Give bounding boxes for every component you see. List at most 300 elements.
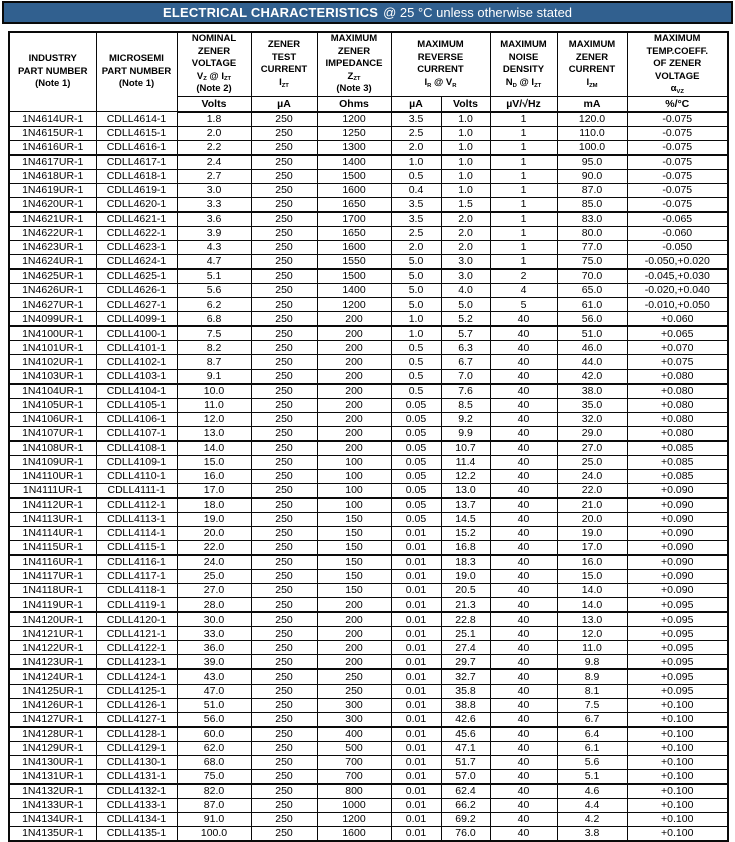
cell-9: +0.100: [627, 741, 728, 755]
cell-3: 250: [251, 784, 317, 799]
cell-4: 1550: [317, 255, 391, 270]
cell-1: CDLL4109-1: [96, 455, 177, 469]
cell-3: 250: [251, 412, 317, 426]
cell-1: CDLL4614-1: [96, 112, 177, 127]
cell-5: 2.5: [391, 126, 441, 140]
cell-5: 5.0: [391, 269, 441, 284]
cell-0: 1N4623UR-1: [9, 241, 96, 255]
cell-6: 6.3: [441, 341, 490, 355]
cell-2: 100.0: [177, 827, 251, 842]
cell-1: CDLL4112-1: [96, 498, 177, 513]
cell-4: 100: [317, 455, 391, 469]
cell-4: 1400: [317, 284, 391, 298]
table-row: [9, 369, 728, 384]
cell-0: 1N4115UR-1: [9, 541, 96, 556]
table-container: [8, 31, 727, 842]
cell-3: 250: [251, 341, 317, 355]
cell-9: +0.100: [627, 784, 728, 799]
cell-5: 2.5: [391, 227, 441, 241]
cell-3: 250: [251, 312, 317, 327]
cell-1: CDLL4615-1: [96, 126, 177, 140]
cell-6: 9.9: [441, 426, 490, 441]
cell-5: 0.05: [391, 469, 441, 483]
cell-6: 19.0: [441, 570, 490, 584]
table-row: [9, 212, 728, 227]
table-row: [9, 498, 728, 513]
cell-4: 200: [317, 384, 391, 399]
cell-0: 1N4128UR-1: [9, 727, 96, 742]
cell-4: 150: [317, 555, 391, 570]
cell-3: 250: [251, 598, 317, 613]
cell-7: 40: [490, 384, 557, 399]
cell-5: 0.4: [391, 183, 441, 197]
cell-7: 40: [490, 512, 557, 526]
cell-2: 3.6: [177, 212, 251, 227]
cell-2: 5.1: [177, 269, 251, 284]
cell-1: CDLL4620-1: [96, 197, 177, 212]
cell-2: 1.8: [177, 112, 251, 127]
cell-4: 200: [317, 312, 391, 327]
cell-0: 1N4110UR-1: [9, 469, 96, 483]
cell-4: 200: [317, 655, 391, 670]
cell-5: 0.01: [391, 527, 441, 541]
cell-6: 4.0: [441, 284, 490, 298]
cell-7: 40: [490, 326, 557, 341]
cell-1: CDLL4120-1: [96, 612, 177, 627]
cell-8: 6.1: [557, 741, 627, 755]
cell-7: 40: [490, 784, 557, 799]
cell-0: 1N4135UR-1: [9, 827, 96, 842]
cell-9: +0.090: [627, 584, 728, 598]
cell-0: 1N4109UR-1: [9, 455, 96, 469]
cell-5: 0.01: [391, 598, 441, 613]
cell-9: -0.050: [627, 241, 728, 255]
cell-1: CDLL4122-1: [96, 641, 177, 655]
cell-9: +0.090: [627, 512, 728, 526]
cell-9: -0.075: [627, 140, 728, 155]
cell-5: 0.01: [391, 584, 441, 598]
table-row: [9, 698, 728, 712]
cell-5: 2.0: [391, 241, 441, 255]
unit-header-3: µA: [251, 96, 317, 112]
cell-9: +0.065: [627, 326, 728, 341]
cell-1: CDLL4125-1: [96, 684, 177, 698]
cell-6: 5.7: [441, 326, 490, 341]
cell-8: 80.0: [557, 227, 627, 241]
table-row: [9, 140, 728, 155]
cell-5: 5.0: [391, 298, 441, 312]
cell-7: 40: [490, 455, 557, 469]
column-header-4: MAXIMUM ZENER IMPEDANCE $Z_{ZT}$ (Note 3): [317, 32, 391, 96]
cell-2: 4.7: [177, 255, 251, 270]
cell-0: 1N4117UR-1: [9, 570, 96, 584]
cell-0: 1N4113UR-1: [9, 512, 96, 526]
cell-9: +0.080: [627, 426, 728, 441]
cell-1: CDLL4118-1: [96, 584, 177, 598]
cell-6: 29.7: [441, 655, 490, 670]
cell-5: 0.01: [391, 555, 441, 570]
cell-1: CDLL4110-1: [96, 469, 177, 483]
cell-2: 43.0: [177, 669, 251, 684]
cell-1: CDLL4107-1: [96, 426, 177, 441]
cell-8: 61.0: [557, 298, 627, 312]
cell-8: 95.0: [557, 155, 627, 170]
cell-7: 40: [490, 641, 557, 655]
cell-8: 75.0: [557, 255, 627, 270]
table-row: [9, 241, 728, 255]
cell-6: 18.3: [441, 555, 490, 570]
cell-9: -0.075: [627, 197, 728, 212]
cell-6: 5.0: [441, 298, 490, 312]
cell-7: 40: [490, 469, 557, 483]
cell-8: 15.0: [557, 570, 627, 584]
cell-2: 12.0: [177, 412, 251, 426]
cell-3: 250: [251, 812, 317, 826]
cell-8: 51.0: [557, 326, 627, 341]
cell-8: 4.6: [557, 784, 627, 799]
unit-header-4: Ohms: [317, 96, 391, 112]
cell-0: 1N4134UR-1: [9, 812, 96, 826]
cell-2: 24.0: [177, 555, 251, 570]
cell-7: 40: [490, 483, 557, 498]
cell-4: 100: [317, 483, 391, 498]
cell-7: 2: [490, 269, 557, 284]
cell-8: 24.0: [557, 469, 627, 483]
cell-4: 100: [317, 498, 391, 513]
cell-7: 1: [490, 183, 557, 197]
cell-8: 16.0: [557, 555, 627, 570]
cell-2: 25.0: [177, 570, 251, 584]
table-row: [9, 584, 728, 598]
table-row: [9, 812, 728, 826]
cell-5: 0.01: [391, 612, 441, 627]
cell-5: 0.05: [391, 512, 441, 526]
cell-8: 85.0: [557, 197, 627, 212]
cell-4: 1200: [317, 112, 391, 127]
cell-0: 1N4133UR-1: [9, 798, 96, 812]
cell-6: 1.0: [441, 112, 490, 127]
table-row: [9, 298, 728, 312]
cell-2: 91.0: [177, 812, 251, 826]
cell-3: 250: [251, 769, 317, 784]
table-row: [9, 669, 728, 684]
table-row: [9, 426, 728, 441]
cell-9: +0.090: [627, 555, 728, 570]
cell-4: 200: [317, 369, 391, 384]
cell-5: 0.05: [391, 426, 441, 441]
cell-7: 40: [490, 698, 557, 712]
cell-6: 27.4: [441, 641, 490, 655]
cell-0: 1N4100UR-1: [9, 326, 96, 341]
cell-2: 6.2: [177, 298, 251, 312]
cell-4: 1650: [317, 227, 391, 241]
cell-7: 40: [490, 541, 557, 556]
cell-1: CDLL4108-1: [96, 441, 177, 456]
title-bar: [2, 1, 733, 24]
table-row: [9, 412, 728, 426]
table-row: [9, 684, 728, 698]
table-row: [9, 284, 728, 298]
cell-3: 250: [251, 655, 317, 670]
cell-7: 40: [490, 441, 557, 456]
unit-header-5-0: µA: [391, 96, 441, 112]
cell-8: 56.0: [557, 312, 627, 327]
cell-7: 40: [490, 769, 557, 784]
cell-3: 250: [251, 641, 317, 655]
cell-7: 40: [490, 398, 557, 412]
cell-7: 1: [490, 155, 557, 170]
cell-5: 0.01: [391, 570, 441, 584]
cell-1: CDLL4111-1: [96, 483, 177, 498]
cell-9: +0.100: [627, 727, 728, 742]
cell-0: 1N4127UR-1: [9, 712, 96, 727]
cell-5: 0.01: [391, 684, 441, 698]
table-row: [9, 183, 728, 197]
cell-5: 0.01: [391, 541, 441, 556]
cell-2: 16.0: [177, 469, 251, 483]
cell-0: 1N4102UR-1: [9, 355, 96, 369]
table-row: [9, 469, 728, 483]
cell-2: 10.0: [177, 384, 251, 399]
cell-8: 120.0: [557, 112, 627, 127]
cell-4: 1400: [317, 155, 391, 170]
table-row: [9, 755, 728, 769]
cell-4: 150: [317, 570, 391, 584]
cell-8: 8.1: [557, 684, 627, 698]
cell-8: 32.0: [557, 412, 627, 426]
table-row: [9, 341, 728, 355]
cell-0: 1N4131UR-1: [9, 769, 96, 784]
cell-9: -0.075: [627, 155, 728, 170]
cell-5: 3.5: [391, 197, 441, 212]
cell-4: 200: [317, 326, 391, 341]
table-row: [9, 627, 728, 641]
cell-5: 1.0: [391, 326, 441, 341]
cell-1: CDLL4103-1: [96, 369, 177, 384]
table-row: [9, 541, 728, 556]
cell-5: 5.0: [391, 284, 441, 298]
cell-6: 11.4: [441, 455, 490, 469]
cell-5: 0.01: [391, 727, 441, 742]
cell-9: -0.020,+0.040: [627, 284, 728, 298]
column-header-6: MAXIMUM NOISE DENSITY $N_D$ @ $I_{ZT}$: [490, 32, 557, 96]
cell-5: 0.01: [391, 798, 441, 812]
cell-3: 250: [251, 112, 317, 127]
cell-6: 2.0: [441, 227, 490, 241]
cell-9: +0.090: [627, 498, 728, 513]
cell-5: 3.5: [391, 112, 441, 127]
cell-2: 82.0: [177, 784, 251, 799]
cell-1: CDLL4128-1: [96, 727, 177, 742]
cell-1: CDLL4101-1: [96, 341, 177, 355]
cell-0: 1N4618UR-1: [9, 169, 96, 183]
cell-1: CDLL4129-1: [96, 741, 177, 755]
cell-5: 0.01: [391, 641, 441, 655]
cell-0: 1N4625UR-1: [9, 269, 96, 284]
cell-6: 7.6: [441, 384, 490, 399]
cell-1: CDLL4624-1: [96, 255, 177, 270]
cell-5: 0.05: [391, 412, 441, 426]
cell-5: 0.5: [391, 355, 441, 369]
cell-6: 47.1: [441, 741, 490, 755]
cell-6: 5.2: [441, 312, 490, 327]
cell-7: 40: [490, 755, 557, 769]
cell-2: 39.0: [177, 655, 251, 670]
cell-3: 250: [251, 512, 317, 526]
cell-6: 62.4: [441, 784, 490, 799]
cell-0: 1N4620UR-1: [9, 197, 96, 212]
cell-1: CDLL4126-1: [96, 698, 177, 712]
cell-8: 46.0: [557, 341, 627, 355]
table-row: [9, 312, 728, 327]
table-row: [9, 727, 728, 742]
cell-4: 1500: [317, 269, 391, 284]
cell-0: 1N4103UR-1: [9, 369, 96, 384]
table-row: [9, 398, 728, 412]
cell-6: 1.0: [441, 126, 490, 140]
cell-3: 250: [251, 684, 317, 698]
cell-5: 0.01: [391, 769, 441, 784]
cell-4: 700: [317, 769, 391, 784]
cell-8: 17.0: [557, 541, 627, 556]
cell-2: 68.0: [177, 755, 251, 769]
cell-1: CDLL4621-1: [96, 212, 177, 227]
cell-4: 200: [317, 426, 391, 441]
cell-9: -0.075: [627, 183, 728, 197]
cell-3: 250: [251, 698, 317, 712]
cell-9: +0.100: [627, 798, 728, 812]
electrical-characteristics-table: [8, 31, 729, 842]
cell-6: 42.6: [441, 712, 490, 727]
cell-3: 250: [251, 255, 317, 270]
cell-9: +0.095: [627, 627, 728, 641]
cell-4: 200: [317, 398, 391, 412]
cell-6: 22.8: [441, 612, 490, 627]
cell-1: CDLL4616-1: [96, 140, 177, 155]
cell-6: 3.0: [441, 269, 490, 284]
cell-7: 1: [490, 112, 557, 127]
cell-6: 66.2: [441, 798, 490, 812]
cell-0: 1N4114UR-1: [9, 527, 96, 541]
cell-7: 1: [490, 140, 557, 155]
cell-3: 250: [251, 541, 317, 556]
cell-7: 40: [490, 598, 557, 613]
cell-8: 20.0: [557, 512, 627, 526]
cell-8: 9.8: [557, 655, 627, 670]
cell-1: CDLL4617-1: [96, 155, 177, 170]
cell-0: 1N4130UR-1: [9, 755, 96, 769]
cell-6: 35.8: [441, 684, 490, 698]
cell-6: 25.1: [441, 627, 490, 641]
cell-4: 1250: [317, 126, 391, 140]
cell-5: 0.5: [391, 384, 441, 399]
cell-8: 6.4: [557, 727, 627, 742]
cell-3: 250: [251, 269, 317, 284]
cell-0: 1N4621UR-1: [9, 212, 96, 227]
cell-5: 1.0: [391, 312, 441, 327]
cell-2: 8.7: [177, 355, 251, 369]
cell-3: 250: [251, 169, 317, 183]
cell-3: 250: [251, 483, 317, 498]
unit-header-2: Volts: [177, 96, 251, 112]
cell-6: 2.0: [441, 212, 490, 227]
cell-4: 1000: [317, 798, 391, 812]
cell-1: CDLL4124-1: [96, 669, 177, 684]
cell-6: 38.8: [441, 698, 490, 712]
cell-6: 13.7: [441, 498, 490, 513]
cell-8: 11.0: [557, 641, 627, 655]
cell-0: 1N4123UR-1: [9, 655, 96, 670]
cell-4: 250: [317, 669, 391, 684]
cell-6: 1.0: [441, 140, 490, 155]
cell-4: 150: [317, 527, 391, 541]
cell-7: 40: [490, 655, 557, 670]
cell-7: 40: [490, 627, 557, 641]
cell-1: CDLL4618-1: [96, 169, 177, 183]
cell-5: 0.5: [391, 341, 441, 355]
cell-6: 2.0: [441, 241, 490, 255]
cell-7: 40: [490, 570, 557, 584]
cell-3: 250: [251, 326, 317, 341]
cell-0: 1N4111UR-1: [9, 483, 96, 498]
table-row: [9, 197, 728, 212]
cell-5: 1.0: [391, 155, 441, 170]
cell-6: 10.7: [441, 441, 490, 456]
cell-7: 40: [490, 712, 557, 727]
cell-7: 40: [490, 684, 557, 698]
cell-4: 200: [317, 641, 391, 655]
cell-5: 2.0: [391, 140, 441, 155]
cell-6: 69.2: [441, 812, 490, 826]
table-row: [9, 827, 728, 842]
cell-2: 6.8: [177, 312, 251, 327]
cell-2: 22.0: [177, 541, 251, 556]
cell-0: 1N4126UR-1: [9, 698, 96, 712]
cell-7: 40: [490, 741, 557, 755]
header-row: [9, 32, 728, 96]
cell-1: CDLL4625-1: [96, 269, 177, 284]
column-header-1: MICROSEMI PART NUMBER (Note 1): [96, 32, 177, 112]
cell-3: 250: [251, 212, 317, 227]
cell-1: CDLL4627-1: [96, 298, 177, 312]
cell-2: 51.0: [177, 698, 251, 712]
cell-6: 45.6: [441, 727, 490, 742]
cell-8: 5.6: [557, 755, 627, 769]
cell-9: +0.095: [627, 612, 728, 627]
cell-3: 250: [251, 126, 317, 140]
cell-0: 1N4105UR-1: [9, 398, 96, 412]
cell-0: 1N4108UR-1: [9, 441, 96, 456]
cell-8: 7.5: [557, 698, 627, 712]
cell-8: 5.1: [557, 769, 627, 784]
cell-8: 77.0: [557, 241, 627, 255]
cell-9: -0.075: [627, 169, 728, 183]
cell-4: 1600: [317, 241, 391, 255]
cell-0: 1N4617UR-1: [9, 155, 96, 170]
cell-0: 1N4101UR-1: [9, 341, 96, 355]
cell-2: 2.7: [177, 169, 251, 183]
cell-6: 1.0: [441, 169, 490, 183]
cell-7: 40: [490, 527, 557, 541]
cell-3: 250: [251, 555, 317, 570]
cell-9: +0.095: [627, 684, 728, 698]
cell-9: +0.100: [627, 698, 728, 712]
cell-1: CDLL4135-1: [96, 827, 177, 842]
cell-3: 250: [251, 455, 317, 469]
table-row: [9, 326, 728, 341]
cell-2: 18.0: [177, 498, 251, 513]
cell-9: +0.080: [627, 412, 728, 426]
